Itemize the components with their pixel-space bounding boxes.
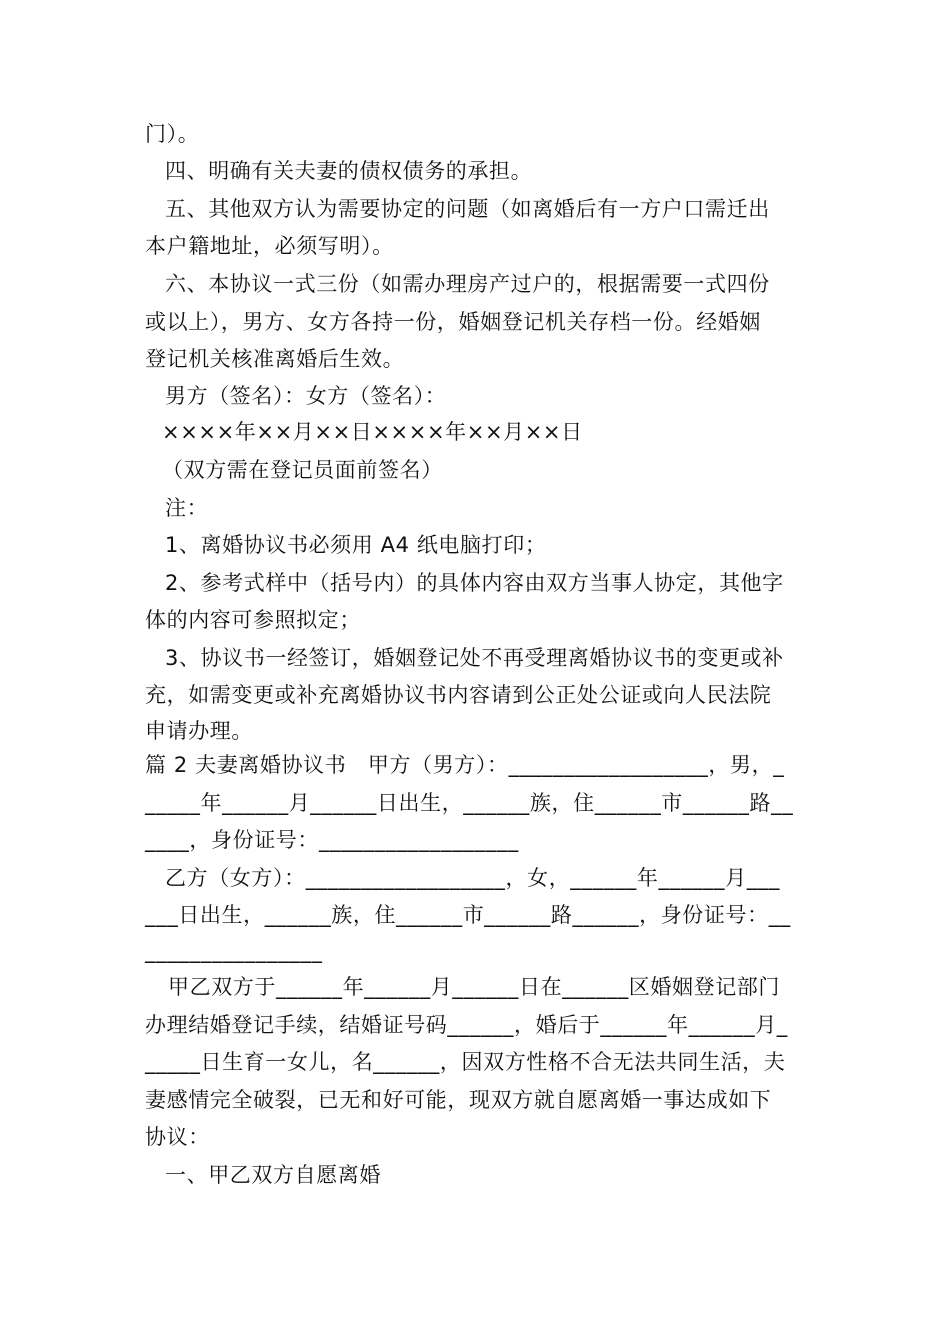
note-item: 1、离婚协议书必须用 A4 纸电脑打印； — [165, 533, 547, 557]
date-line: ××××年××月××日××××年××月××日 — [162, 420, 583, 444]
form-line: ________________ — [145, 939, 323, 963]
form-line: _____年______月______日出生，______族，住______市______路__ — [145, 791, 794, 815]
section-heading: 篇 2 夫妻离婚协议书 甲方（男方）：__________________，男，_ — [145, 753, 785, 777]
text-line: 协议： — [145, 1125, 210, 1149]
note-item: 3、协议书一经签订，婚姻登记处不再受理离婚协议书的变更或补 — [165, 646, 784, 670]
signature-line: 男方（签名）：女方（签名）： — [165, 384, 447, 408]
clause-heading: 一、甲乙双方自愿离婚 — [165, 1163, 381, 1187]
text-line: （双方需在登记员面前签名） — [162, 458, 443, 482]
form-line: ____，身份证号：__________________ — [145, 828, 519, 852]
text-line: 五、其他双方认为需要协定的问题（如离婚后有一方户口需迁出 — [165, 197, 770, 221]
form-line: 乙方（女方）：__________________，女，______年______月___ — [165, 866, 780, 890]
text-line: 体的内容可参照拟定； — [145, 608, 361, 632]
text-line: 本户籍地址，必须写明）。 — [145, 234, 394, 258]
text-line: 申请办理。 — [145, 719, 253, 743]
text-line: 妻感情完全破裂，已无和好可能，现双方就自愿离婚一事达成如下 — [145, 1088, 772, 1112]
text-line: 甲乙双方于______年______月______日在______区婚姻登记部门 — [168, 975, 780, 999]
form-line: ___日出生，______族，住______市______路______，身份证号：__ — [145, 903, 791, 927]
text-line: 或以上），男方、女方各持一份，婚姻登记机关存档一份。经婚姻 — [145, 310, 761, 334]
text-line: 登记机关核准离婚后生效。 — [145, 347, 405, 371]
text-line: 四、明确有关夫妻的债权债务的承担。 — [165, 159, 533, 183]
text-line: 办理结婚登记手续，结婚证号码______，婚后于______年______月_ — [145, 1013, 788, 1037]
text-line: 门）。 — [145, 122, 200, 146]
text-line: 六、本协议一式三份（如需办理房产过户的，根据需要一式四份 — [165, 272, 770, 296]
note-item: 2、参考式样中（括号内）的具体内容由双方当事人协定，其他字 — [165, 571, 784, 595]
text-line: _____日生育一女儿，名______，因双方性格不合无法共同生活，夫 — [145, 1050, 786, 1074]
text-line: 充，如需变更或补充离婚协议书内容请到公正处公证或向人民法院 — [145, 683, 772, 707]
note-heading: 注： — [165, 496, 209, 520]
